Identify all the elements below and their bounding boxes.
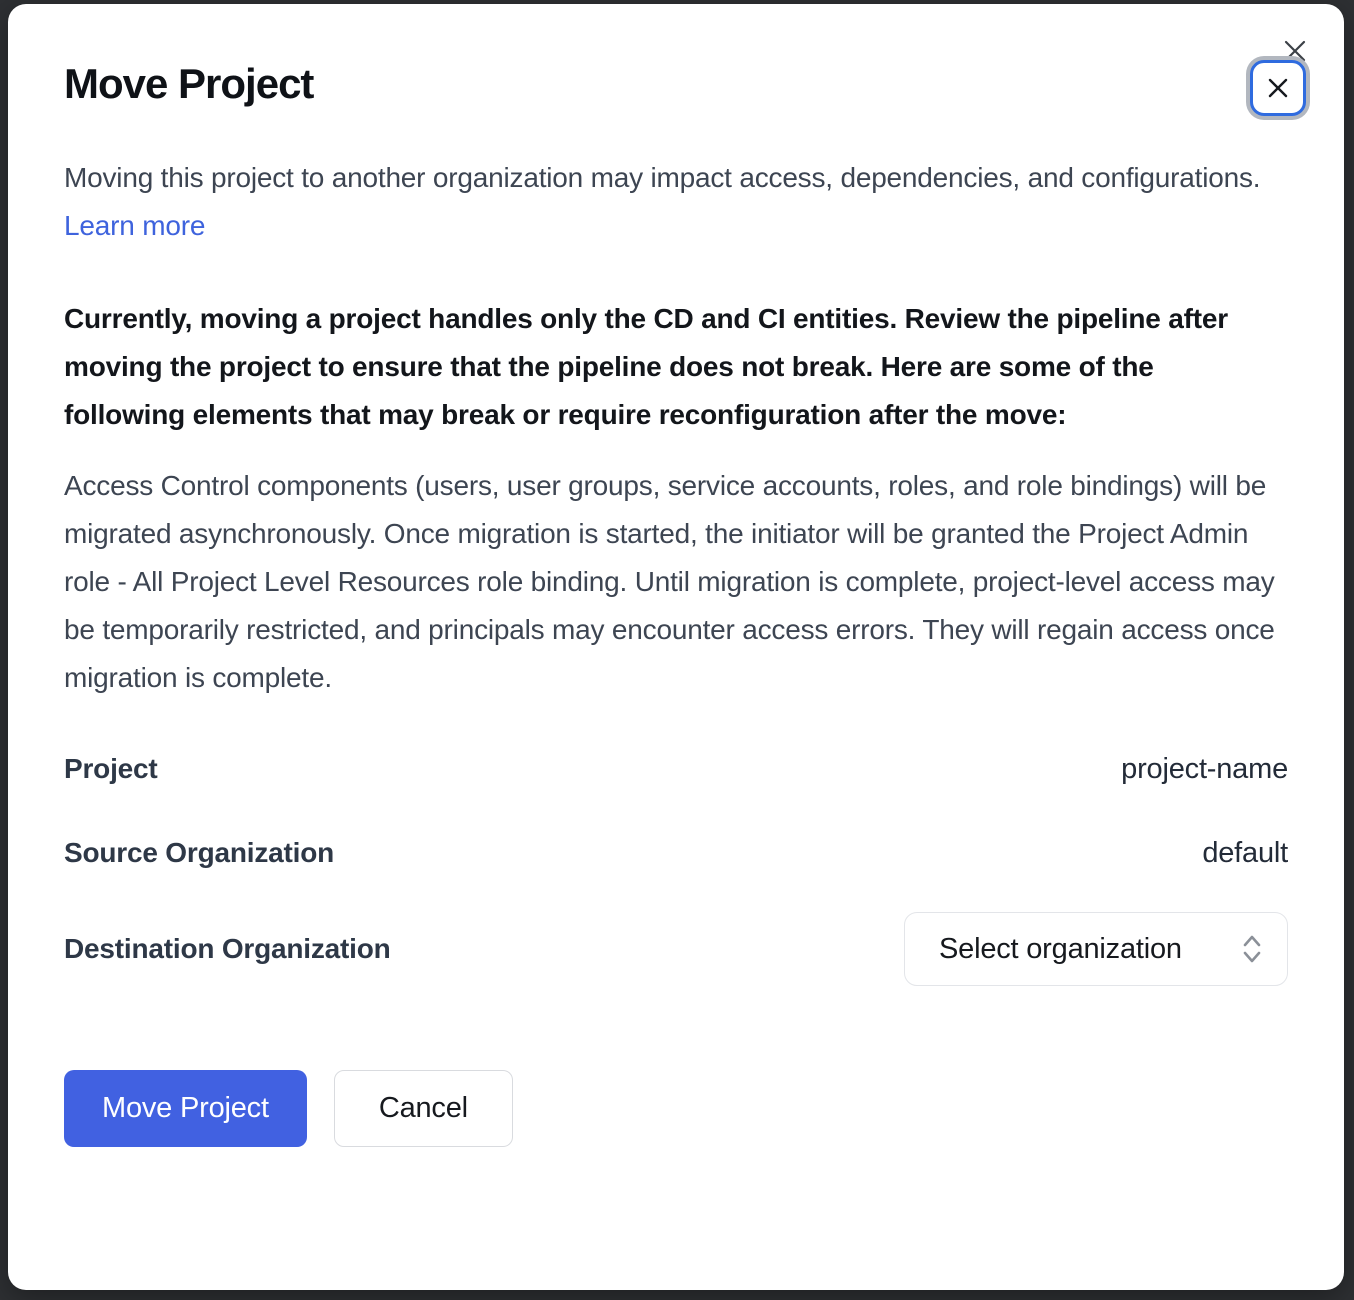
destination-organization-select-value: Select organization — [939, 932, 1182, 965]
move-project-button[interactable]: Move Project — [64, 1070, 307, 1147]
destination-organization-label: Destination Organization — [64, 933, 391, 964]
modal-title: Move Project — [64, 60, 314, 107]
modal-footer — [64, 1070, 1288, 1147]
project-value: project-name — [1121, 752, 1288, 785]
warning-text: Currently, moving a project handles only the CD and CI entities. Review the pipeline after moving the project to ensure that the pipeline does not break. Here are some of the following elements that may break or require reconfiguration after the move: — [64, 303, 1228, 430]
close-icon — [1266, 76, 1290, 100]
project-row — [64, 752, 1288, 786]
destination-organization-row — [64, 912, 1288, 986]
source-organization-label: Source Organization — [64, 837, 335, 868]
description-text: Moving this project to another organization may impact access, dependencies, and configurations. — [64, 162, 1261, 193]
source-organization-value: default — [1202, 836, 1288, 869]
modal-description — [64, 154, 1288, 250]
move-project-modal — [8, 4, 1344, 1290]
close-button[interactable] — [1250, 60, 1306, 116]
cancel-button[interactable]: Cancel — [334, 1070, 513, 1147]
learn-more-link[interactable]: Learn more — [64, 210, 206, 241]
destination-organization-select[interactable] — [904, 912, 1288, 986]
source-organization-row — [64, 836, 1288, 870]
chevron-up-down-icon — [1241, 933, 1263, 965]
project-label: Project — [64, 753, 158, 784]
migration-note: Access Control components (users, user groups, service accounts, roles, and role bindings) will be migrated asynchronously. Once migration is started, the initiator will be granted the Project Admin role - All Project Level Resources role binding. Until migration is complete, project-level access may be temporarily restricted, and principals may encounter access errors. They will regain access once migration is complete. — [64, 470, 1275, 693]
